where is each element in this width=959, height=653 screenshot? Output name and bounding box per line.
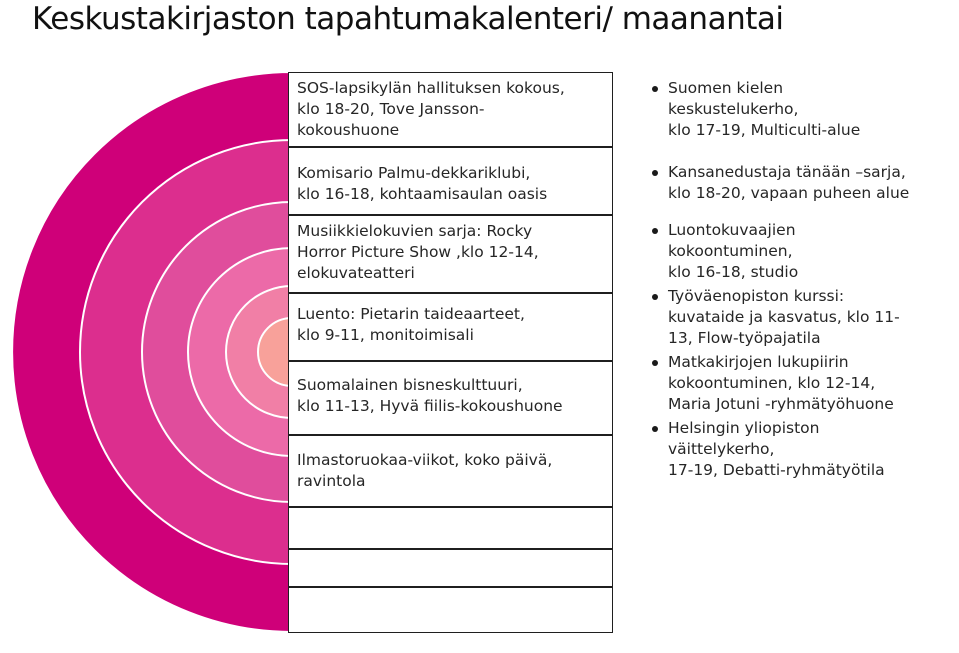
left-event-2-line-2: klo 16-18, kohtaamisaulan oasis <box>297 185 548 203</box>
left-event-3-line-1: Musiikkielokuvien sarja: Rocky <box>297 222 533 240</box>
right-event-6 <box>652 418 957 481</box>
right-event-1-line-3: klo 17-19, Multiculti-alue <box>668 121 861 139</box>
left-event-6-line-1: Ilmastoruokaa-viikot, koko päivä, <box>297 451 553 469</box>
right-event-5-line-1: Matkakirjojen lukupiirin <box>668 353 849 371</box>
left-event-3-line-3: elokuvateatteri <box>297 264 415 282</box>
right-event-6-line-2: väittelykerho, <box>668 440 775 458</box>
left-event-5 <box>297 375 617 417</box>
left-event-2-line-1: Komisario Palmu-dekkariklubi, <box>297 164 531 182</box>
bullet-icon <box>652 86 658 92</box>
left-event-5-line-2: klo 11-13, Hyvä fiilis-kokoushuone <box>297 397 563 415</box>
bullet-icon <box>652 426 658 432</box>
left-event-4 <box>297 304 617 346</box>
event-slot-7 <box>288 507 613 549</box>
right-event-4 <box>652 286 957 349</box>
right-event-6-line-3: 17-19, Debatti-ryhmätyötila <box>668 461 885 479</box>
left-event-1-line-3: kokoushuone <box>297 121 400 139</box>
left-event-3 <box>297 221 617 284</box>
left-event-1 <box>297 78 617 141</box>
right-event-5-line-3: Maria Jotuni -ryhmätyöhuone <box>668 395 894 413</box>
left-event-1-line-2: klo 18-20, Tove Jansson- <box>297 100 485 118</box>
bullet-icon <box>652 228 658 234</box>
left-event-3-line-2: Horror Picture Show ,klo 12-14, <box>297 243 539 261</box>
event-slot-8 <box>288 549 613 587</box>
left-event-4-line-1: Luento: Pietarin taideaarteet, <box>297 305 525 323</box>
right-event-1 <box>652 78 957 141</box>
right-event-3-line-1: Luontokuvaajien <box>668 221 796 239</box>
right-event-4-line-3: 13, Flow-työpajatila <box>668 329 821 347</box>
left-event-6 <box>297 450 617 492</box>
right-event-list <box>652 78 957 481</box>
right-event-3 <box>652 220 957 283</box>
right-event-3-line-2: kokoontuminen, <box>668 242 793 260</box>
right-event-1-line-2: keskustelukerho, <box>668 100 799 118</box>
right-event-1-line-1: Suomen kielen <box>668 79 784 97</box>
right-event-2-line-1: Kansanedustaja tänään –sarja, <box>668 163 906 181</box>
right-event-6-line-1: Helsingin yliopiston <box>668 419 820 437</box>
left-event-5-line-1: Suomalainen bisneskulttuuri, <box>297 376 523 394</box>
right-event-4-line-1: Työväenopiston kurssi: <box>668 287 845 305</box>
left-event-2 <box>297 163 617 205</box>
event-slot-9 <box>288 587 613 633</box>
right-event-2 <box>652 162 957 204</box>
left-event-4-line-2: klo 9-11, monitoimisali <box>297 326 474 344</box>
right-event-4-line-2: kuvataide ja kasvatus, klo 11- <box>668 308 900 326</box>
page-title: Keskustakirjaston tapahtumakalenteri/ maanantai <box>32 1 784 37</box>
bullet-icon <box>652 294 658 300</box>
right-event-2-line-2: klo 18-20, vapaan puheen alue <box>668 184 910 202</box>
bullet-icon <box>652 360 658 366</box>
right-event-5-line-2: kokoontuminen, klo 12-14, <box>668 374 876 392</box>
bullet-icon <box>652 170 658 176</box>
right-event-3-line-3: klo 16-18, studio <box>668 263 799 281</box>
left-event-1-line-1: SOS-lapsikylän hallituksen kokous, <box>297 79 565 97</box>
left-event-6-line-2: ravintola <box>297 472 366 490</box>
right-event-5 <box>652 352 957 415</box>
